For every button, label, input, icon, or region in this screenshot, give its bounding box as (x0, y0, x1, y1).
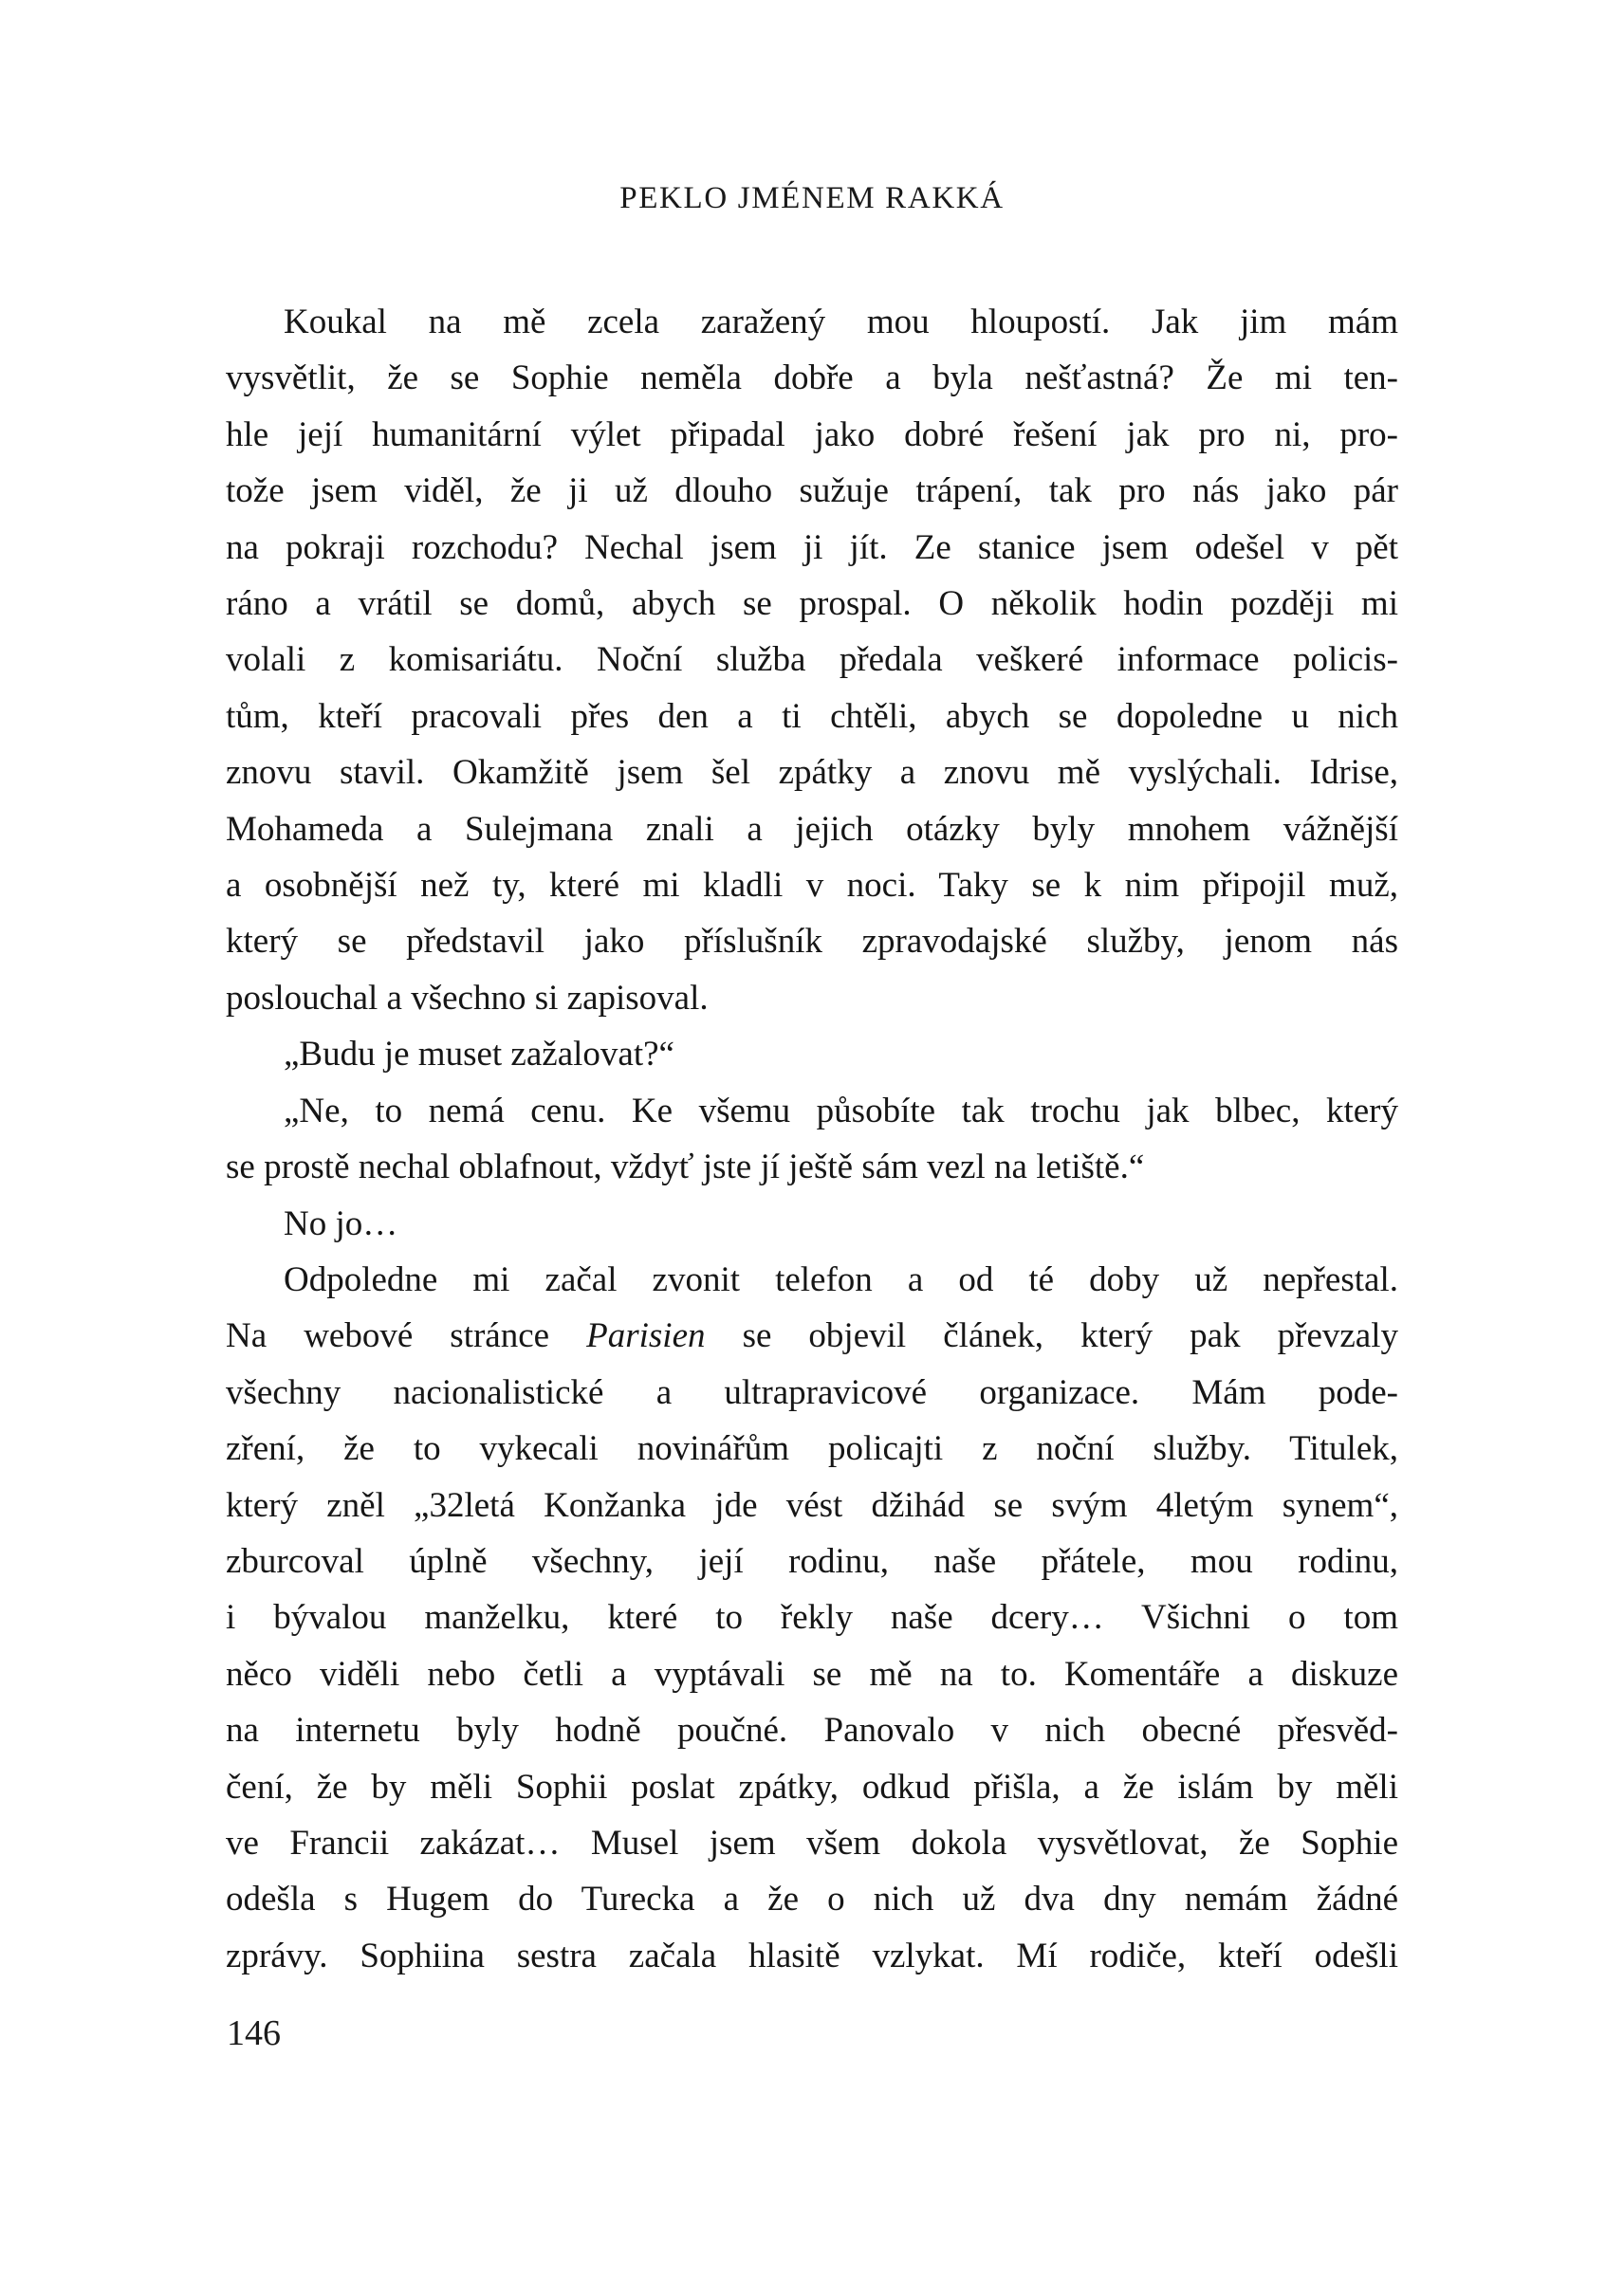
page-number: 146 (227, 2013, 281, 2053)
text-line (226, 463, 1398, 519)
text-segment: vysvětlit, že se Sophie neměla dobře a byla nešťastná? Že mi ten- (226, 358, 1398, 398)
text-line (226, 1083, 1398, 1139)
text-line (226, 1026, 1398, 1082)
text-segment: Koukal na mě zcela zaražený mou hloupostí. Jak jim mám (284, 303, 1398, 341)
text-segment: který se představil jako příslušník zpravodajské služby, jenom nás (226, 922, 1398, 962)
text-segment: zprávy. Sophiina sestra začala hlasitě vzlykat. Mí rodiče, kteří odešli (226, 1936, 1398, 1975)
text-line (226, 801, 1398, 857)
text-segment: volali z komisariátu. Noční služba předala veškeré informace policis- (226, 640, 1398, 680)
text-line (226, 970, 1398, 1026)
text-segment: tům, kteří pracovali přes den a ti chtěli, abych se dopoledne u nich (226, 696, 1398, 736)
text-segment: zburcoval úplně všechny, její rodinu, naše přátele, mou rodinu, (226, 1541, 1398, 1581)
italic-text: Parisien (586, 1316, 706, 1356)
text-segment: čení, že by měli Sophii poslat zpátky, odkud přišla, a že islám by měli (226, 1767, 1398, 1807)
text-segment: na pokraji rozchodu? Nechal jsem ji jít. Ze stanice jsem odešel v pět (226, 527, 1398, 567)
text-segment: Odpoledne mi začal zvonit telefon a od té doby už nepřestal. (284, 1259, 1398, 1299)
text-line (226, 576, 1398, 632)
text-segment: a osobnější než ty, které mi kladli v noci. Taky se k nim připojil muž, (226, 866, 1398, 906)
text-line (226, 1928, 1398, 1984)
text-line (226, 632, 1398, 688)
text-line (226, 350, 1398, 406)
text-line (226, 520, 1398, 576)
running-header: PEKLO JMÉNEM RAKKÁ (619, 181, 1005, 215)
text-line (226, 1196, 1398, 1252)
text-segment: „Budu je muset zažalovat?“ (284, 1035, 674, 1075)
text-segment: poslouchal a všechno si zapisoval. (226, 978, 709, 1018)
text-line (226, 1646, 1398, 1702)
text-segment: hle její humanitární výlet připadal jako dobré řešení jak pro ni, pro- (226, 414, 1398, 454)
text-line (226, 1534, 1398, 1589)
text-segment: všechny nacionalistické a ultrapravicové organizace. Mám pode- (226, 1372, 1398, 1412)
text-segment: na internetu byly hodně poučné. Panovalo v nich obecné přesvěd- (226, 1711, 1398, 1751)
text-segment: tože jsem viděl, že ji už dlouho sužuje trápení, tak pro nás jako pár (226, 471, 1398, 511)
text-line (226, 1139, 1398, 1195)
text-segment: i bývalou manželku, které to řekly naše dcery… Všichni o tom (226, 1598, 1398, 1638)
text-segment: který zněl „32letá Konžanka jde vést džihád se svým 4letým synem“, (226, 1485, 1398, 1525)
text-line (226, 857, 1398, 913)
text-line (226, 689, 1398, 744)
text-line (226, 913, 1398, 969)
text-segment: ve Francii zakázat… Musel jsem všem dokola vysvětlovat, že Sophie (226, 1823, 1398, 1863)
text-segment: „Ne, to nemá cenu. Ke všemu působíte tak trochu jak blbec, který (284, 1091, 1398, 1130)
text-segment: ráno a vrátil se domů, abych se prospal. O několik hodin později mi (226, 584, 1398, 624)
text-segment: znovu stavil. Okamžitě jsem šel zpátky a znovu mě vyslýchali. Idrise, (226, 753, 1398, 793)
text-segment: Mohameda a Sulejmana znali a jejich otázky byly mnohem vážnější (226, 809, 1398, 849)
text-line (226, 744, 1398, 800)
text-line (226, 1815, 1398, 1871)
text-segment: se objevil článek, který pak převzaly (705, 1316, 1398, 1356)
text-segment: se prostě nechal oblafnout, vždyť jste jí ještě sám vezl na letiště.“ (226, 1148, 1145, 1187)
text-segment: Na webové stránce (226, 1316, 587, 1356)
text-line (226, 1365, 1398, 1421)
text-segment: něco viděli nebo četli a vyptávali se mě na to. Komentáře a diskuze (226, 1654, 1398, 1694)
text-segment: zření, že to vykecali novinářům policajti z noční služby. Titulek, (226, 1429, 1398, 1469)
text-line (226, 1759, 1398, 1815)
body-text (226, 294, 1398, 1984)
text-line (226, 1871, 1398, 1927)
text-line (226, 294, 1398, 350)
text-line (226, 1252, 1398, 1308)
text-line (226, 1702, 1398, 1758)
text-segment: No jo… (284, 1203, 398, 1243)
text-line (226, 1589, 1398, 1645)
text-segment: odešla s Hugem do Turecka a že o nich už dva dny nemám žádné (226, 1880, 1398, 1919)
text-line (226, 1421, 1398, 1477)
text-line (226, 407, 1398, 463)
text-line (226, 1478, 1398, 1534)
text-line (226, 1308, 1398, 1364)
